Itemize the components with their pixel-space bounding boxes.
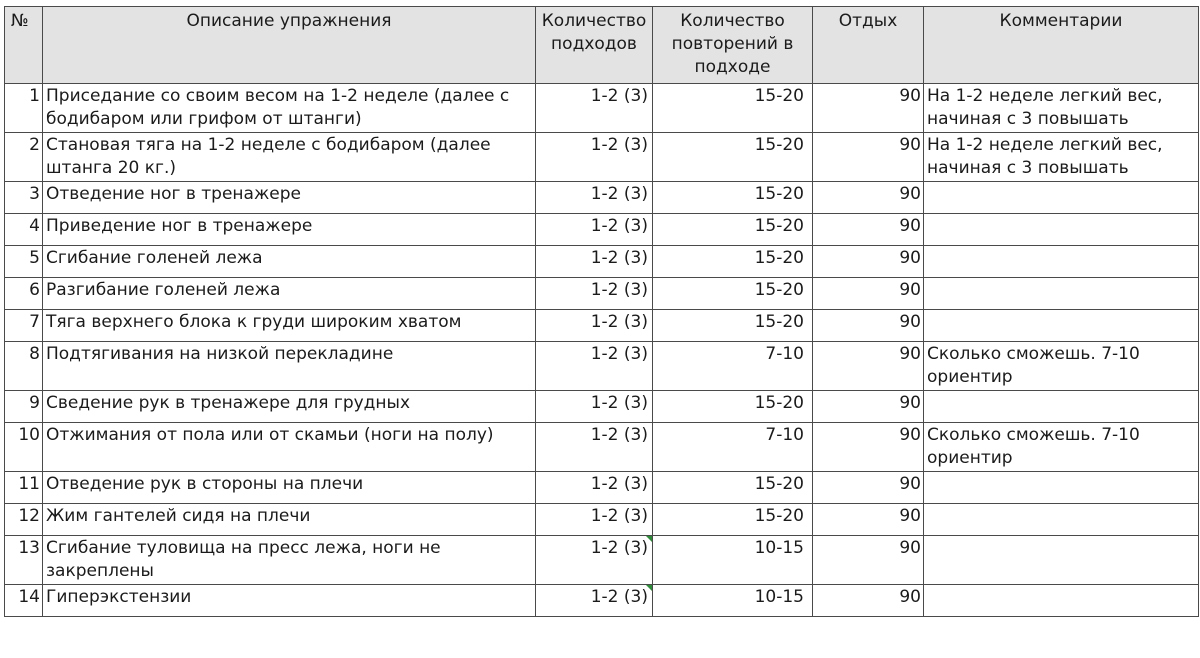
cell-num[interactable]: 9 (5, 391, 43, 423)
cell-sets[interactable]: 1-2 (3) (536, 342, 653, 391)
table-row (5, 391, 1199, 423)
table-row (5, 472, 1199, 504)
cell-name[interactable]: Отведение ног в тренажере (43, 182, 536, 214)
cell-name[interactable]: Приведение ног в тренажере (43, 214, 536, 246)
cell-rest[interactable]: 90 (813, 472, 924, 504)
cell-comment[interactable] (924, 278, 1199, 310)
cell-comment[interactable]: На 1-2 неделе легкий вес, начиная с 3 повышать (924, 133, 1199, 182)
cell-sets[interactable]: 1-2 (3) (536, 504, 653, 536)
table-row (5, 214, 1199, 246)
cell-rest[interactable]: 90 (813, 423, 924, 472)
cell-sets[interactable]: 1-2 (3) (536, 246, 653, 278)
cell-reps[interactable]: 15-20 (653, 214, 813, 246)
cell-note-marker (646, 536, 652, 542)
cell-name[interactable]: Сгибание туловища на пресс лежа, ноги не закреплены (43, 536, 536, 585)
cell-reps[interactable]: 15-20 (653, 472, 813, 504)
table-row (5, 504, 1199, 536)
cell-comment[interactable] (924, 472, 1199, 504)
cell-rest[interactable]: 90 (813, 342, 924, 391)
cell-num[interactable]: 4 (5, 214, 43, 246)
cell-comment[interactable] (924, 504, 1199, 536)
cell-name[interactable]: Отведение рук в стороны на плечи (43, 472, 536, 504)
cell-sets[interactable]: 1-2 (3) (536, 84, 653, 133)
cell-sets[interactable]: 1-2 (3) (536, 310, 653, 342)
cell-num[interactable]: 7 (5, 310, 43, 342)
cell-comment[interactable]: Сколько сможешь. 7-10 ориентир (924, 423, 1199, 472)
cell-num[interactable]: 5 (5, 246, 43, 278)
cell-rest[interactable]: 90 (813, 585, 924, 617)
table-row (5, 536, 1199, 585)
header-num[interactable]: № (5, 7, 43, 84)
cell-sets[interactable]: 1-2 (3) (536, 133, 653, 182)
cell-name[interactable]: Тяга верхнего блока к груди широким хватом (43, 310, 536, 342)
cell-rest[interactable]: 90 (813, 310, 924, 342)
cell-comment[interactable]: На 1-2 неделе легкий вес, начиная с 3 повышать (924, 84, 1199, 133)
cell-comment[interactable] (924, 214, 1199, 246)
cell-name[interactable]: Гиперэкстензии (43, 585, 536, 617)
cell-rest[interactable]: 90 (813, 391, 924, 423)
table-row (5, 423, 1199, 472)
exercise-table (4, 6, 1199, 617)
cell-num[interactable]: 13 (5, 536, 43, 585)
cell-reps[interactable]: 15-20 (653, 84, 813, 133)
cell-comment[interactable]: Сколько сможешь. 7-10 ориентир (924, 342, 1199, 391)
cell-reps[interactable]: 10-15 (653, 536, 813, 585)
cell-rest[interactable]: 90 (813, 246, 924, 278)
cell-rest[interactable]: 90 (813, 214, 924, 246)
cell-reps[interactable]: 15-20 (653, 504, 813, 536)
cell-sets-text: 1-2 (3) (590, 538, 648, 558)
cell-sets[interactable]: 1-2 (3) (536, 214, 653, 246)
cell-num[interactable]: 3 (5, 182, 43, 214)
cell-rest[interactable]: 90 (813, 182, 924, 214)
cell-reps[interactable]: 15-20 (653, 246, 813, 278)
cell-name[interactable]: Жим гантелей сидя на плечи (43, 504, 536, 536)
cell-rest[interactable]: 90 (813, 504, 924, 536)
cell-sets[interactable]: 1-2 (3) (536, 278, 653, 310)
cell-reps[interactable]: 15-20 (653, 278, 813, 310)
cell-rest[interactable]: 90 (813, 536, 924, 585)
table-row (5, 182, 1199, 214)
cell-comment[interactable] (924, 585, 1199, 617)
cell-name[interactable]: Сгибание голеней лежа (43, 246, 536, 278)
table-row (5, 585, 1199, 617)
cell-rest[interactable]: 90 (813, 278, 924, 310)
cell-name[interactable]: Разгибание голеней лежа (43, 278, 536, 310)
cell-sets[interactable]: 1-2 (3) (536, 472, 653, 504)
cell-num[interactable]: 2 (5, 133, 43, 182)
cell-name[interactable]: Отжимания от пола или от скамьи (ноги на полу) (43, 423, 536, 472)
cell-sets[interactable] (536, 536, 653, 585)
header-sets[interactable]: Количество подходов (536, 7, 653, 84)
cell-reps[interactable]: 7-10 (653, 342, 813, 391)
cell-num[interactable]: 8 (5, 342, 43, 391)
cell-num[interactable]: 14 (5, 585, 43, 617)
table-row (5, 133, 1199, 182)
header-name[interactable]: Описание упражнения (43, 7, 536, 84)
table-row (5, 84, 1199, 133)
cell-num[interactable]: 1 (5, 84, 43, 133)
cell-reps[interactable]: 15-20 (653, 182, 813, 214)
table-row (5, 278, 1199, 310)
cell-name[interactable]: Приседание со своим весом на 1-2 неделе (далее с бодибаром или грифом от штанги) (43, 84, 536, 133)
cell-reps[interactable]: 10-15 (653, 585, 813, 617)
header-rest[interactable]: Отдых (813, 7, 924, 84)
cell-num[interactable]: 6 (5, 278, 43, 310)
cell-rest[interactable]: 90 (813, 133, 924, 182)
cell-comment[interactable] (924, 246, 1199, 278)
header-row (5, 7, 1199, 84)
cell-note-marker (646, 585, 652, 591)
cell-reps[interactable]: 15-20 (653, 391, 813, 423)
cell-reps[interactable]: 15-20 (653, 310, 813, 342)
cell-name[interactable]: Становая тяга на 1-2 неделе с бодибаром (далее штанга 20 кг.) (43, 133, 536, 182)
cell-sets[interactable] (536, 585, 653, 617)
cell-name[interactable]: Подтягивания на низкой перекладине (43, 342, 536, 391)
table-row (5, 246, 1199, 278)
cell-reps[interactable]: 7-10 (653, 423, 813, 472)
cell-num[interactable]: 12 (5, 504, 43, 536)
table-row (5, 310, 1199, 342)
cell-reps[interactable]: 15-20 (653, 133, 813, 182)
cell-num[interactable]: 10 (5, 423, 43, 472)
cell-sets-text: 1-2 (3) (590, 587, 648, 607)
cell-sets[interactable]: 1-2 (3) (536, 182, 653, 214)
cell-comment[interactable] (924, 182, 1199, 214)
cell-comment[interactable] (924, 310, 1199, 342)
cell-sets[interactable]: 1-2 (3) (536, 423, 653, 472)
header-comment[interactable]: Комментарии (924, 7, 1199, 84)
cell-sets[interactable]: 1-2 (3) (536, 391, 653, 423)
header-reps[interactable]: Количество повторений в подходе (653, 7, 813, 84)
cell-rest[interactable]: 90 (813, 84, 924, 133)
cell-name[interactable]: Сведение рук в тренажере для грудных (43, 391, 536, 423)
table-row (5, 342, 1199, 391)
cell-comment[interactable] (924, 536, 1199, 585)
cell-comment[interactable] (924, 391, 1199, 423)
cell-num[interactable]: 11 (5, 472, 43, 504)
